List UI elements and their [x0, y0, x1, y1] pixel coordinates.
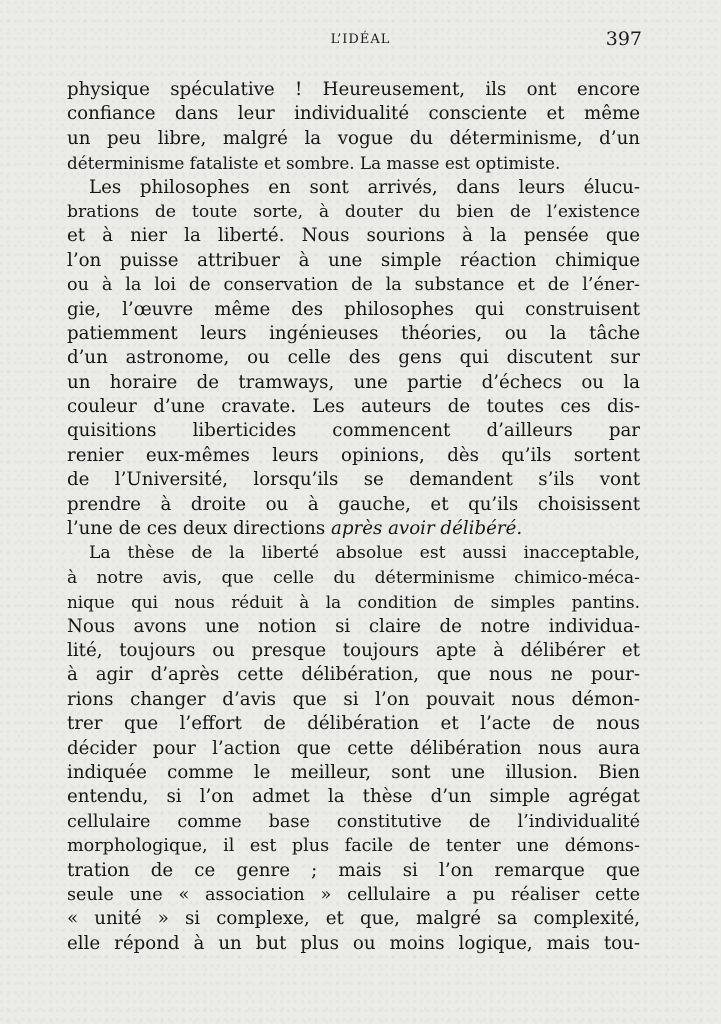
text-line: gie, l’œuvre même des philosophes qui construisent — [67, 298, 640, 320]
text-line: ou à la loi de conservation de la substance et de l’éner- — [67, 275, 640, 296]
text-roman: l’une de ces deux directions — [67, 518, 326, 540]
text-line: quisitions liberticides commencent d’ailleurs par — [67, 420, 640, 442]
text-line: de l’Université, lorsqu’ils se demandent s’ils vont — [67, 469, 640, 491]
text-line: prendre à droite ou à gauche, et qu’ils choisissent — [67, 493, 640, 515]
text-line — [67, 517, 640, 541]
text-line: un horaire de tramways, une partie d’échecs ou la — [67, 371, 640, 393]
page-number: 397 — [605, 28, 642, 50]
text-line: indiquée comme le meilleur, sont une illusion. Bien — [67, 761, 640, 783]
text-line: brations de toute sorte, à douter du bien de l’existence — [67, 201, 640, 222]
running-head — [0, 28, 721, 52]
text-line: à notre avis, que celle du déterminisme chimico-méca- — [67, 567, 640, 588]
text-line: « unité » si complexe, et que, malgré sa complexité, — [67, 908, 640, 930]
text-line: physique spéculative ! Heureusement, ils ont encore — [67, 79, 640, 100]
text-line: morphologique, il est plus facile de tenter une démons- — [67, 836, 640, 857]
text-line: l’on puisse attribuer à une simple réaction chimique — [67, 249, 640, 271]
text-line: elle répond à un but plus ou moins logique, mais tou- — [67, 932, 640, 954]
text-line: renier eux-mêmes leurs opinions, dès qu’ils sortent — [67, 444, 640, 466]
text-line: lité, toujours ou presque toujours apte à délibérer et — [67, 639, 640, 661]
body-text — [67, 78, 640, 956]
paragraph-start-line: La thèse de la liberté absolue est aussi inacceptable, — [89, 543, 640, 564]
text-line: rions changer d’avis que si l’on pouvait nous démon- — [67, 688, 640, 710]
text-line: et à nier la liberté. Nous sourions à la pensée que — [67, 225, 640, 247]
text-line: nique qui nous réduit à la condition de simples pantins. — [67, 592, 640, 613]
text-line: entendu, si l’on admet la thèse d’un simple agrégat — [67, 786, 640, 808]
text-line: à agir d’après cette délibération, que nous ne pour- — [67, 664, 640, 686]
text-line: d’un astronome, ou celle des gens qui discutent sur — [67, 347, 640, 369]
text-line: seule une « association » cellulaire a pu réaliser cette — [67, 884, 640, 905]
paragraph-start-line: Les philosophes en sont arrivés, dans leurs élucu- — [89, 176, 640, 198]
text-italic: après avoir délibéré. — [331, 518, 523, 540]
text-line: patiemment leurs ingénieuses théories, ou la tâche — [67, 322, 640, 344]
text-line: un peu libre, malgré la vogue du déterminisme, d’un — [67, 127, 640, 149]
running-title: L’IDÉAL — [330, 32, 391, 47]
text-line: trer que l’effort de délibération et l’acte de nous — [67, 713, 640, 735]
text-line: couleur d’une cravate. Les auteurs de toutes ces dis- — [67, 396, 640, 418]
text-line: déterminisme fataliste et sombre. La masse est optimiste. — [67, 153, 561, 174]
text-line: décider pour l’action que cette délibération nous aura — [67, 737, 640, 759]
text-line: tration de ce genre ; mais si l’on remarque que — [67, 859, 640, 881]
text-line: confiance dans leur individualité consciente et même — [67, 103, 640, 125]
text-line: Nous avons une notion si claire de notre individua- — [67, 615, 640, 637]
text-line: cellulaire comme base constitutive de l’individualité — [67, 811, 640, 832]
